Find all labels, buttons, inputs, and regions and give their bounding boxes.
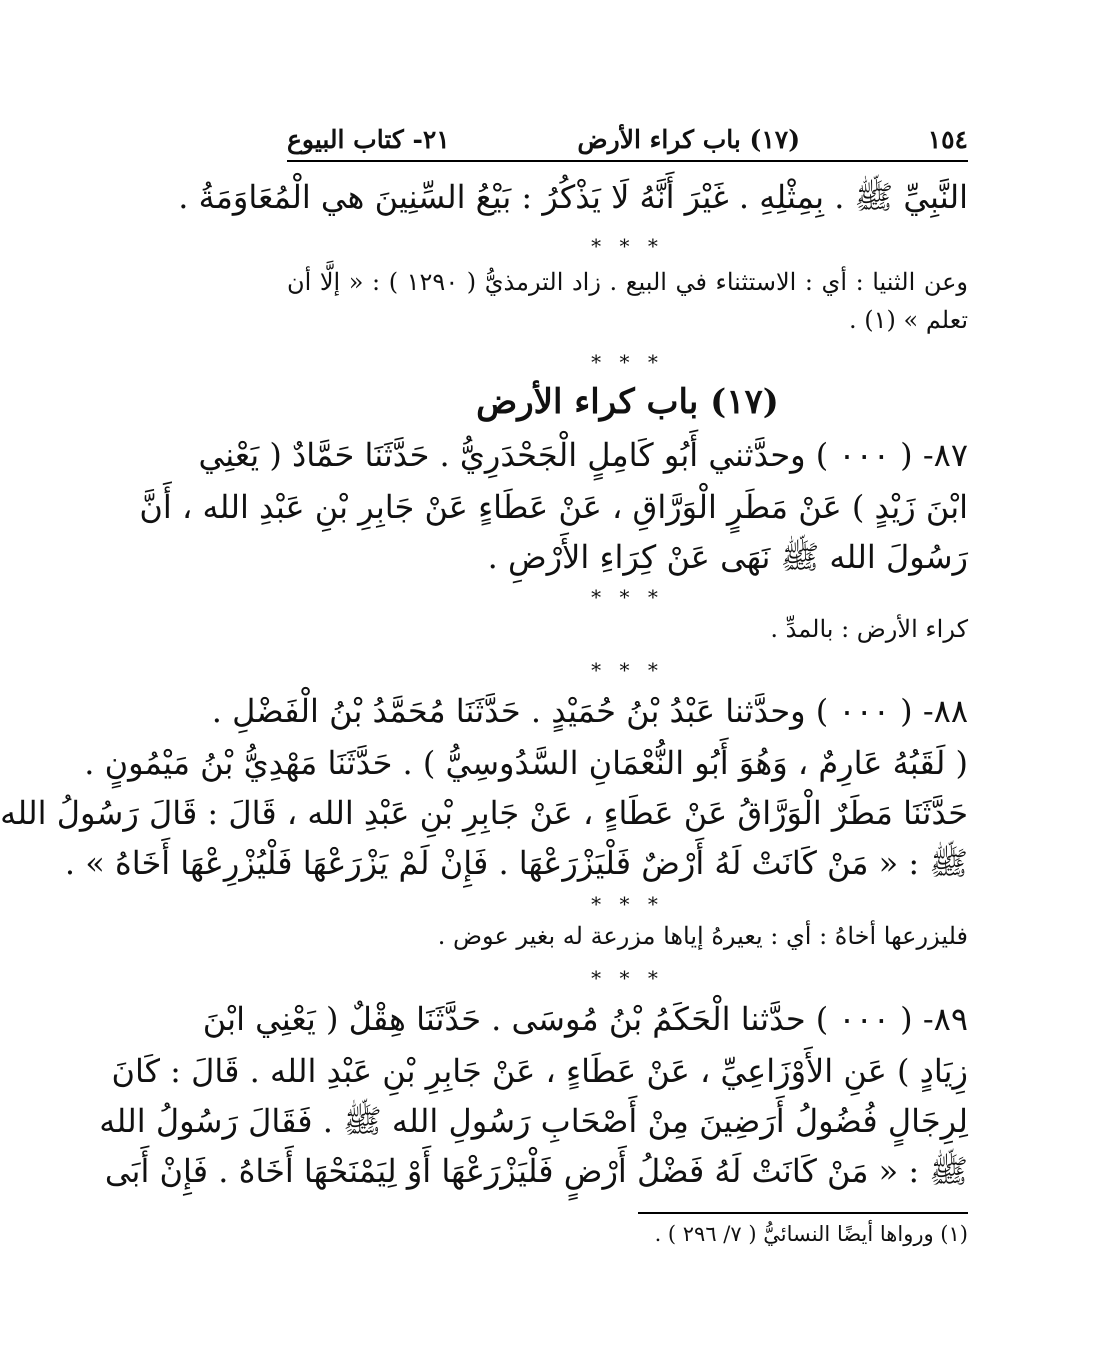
hadith-line: ٨٩- ( ٠٠٠ ) حدَّثنا الْحَكَمُ بْنُ مُوسَى . حَدَّثَنَا هِقْلٌ ( يَعْنِي ابْنَ <box>202 1000 968 1038</box>
hadith-line: ﷺ : « مَنْ كَانَتْ لَهُ فَضْلُ أَرْضٍ فَلْيَزْرَعْهَا أَوْ لِيَمْنَحْهَا أَخَاهُ . فَإِنْ أَبَى <box>104 1152 968 1190</box>
chapter-title: (١٧) باب كراء الأرض <box>476 382 779 422</box>
page-number: ١٥٤ <box>927 125 968 154</box>
footnote-divider <box>638 1212 968 1214</box>
section-separator: * * * <box>591 966 664 990</box>
section-separator: * * * <box>591 234 664 258</box>
hadith-line: ٨٧- ( ٠٠٠ ) وحدَّثني أَبُو كَامِلٍ الْجَحْدَرِيُّ . حَدَّثَنَا حَمَّادٌ ( يَعْنِي <box>198 436 968 474</box>
commentary-line: فليزرعها أخاهُ : أي : يعيرهُ إياها مزرعة له بغير عوض . <box>437 922 968 950</box>
hadith-line: زِيَادٍ ) عَنِ الأَوْزَاعِيِّ ، عَنْ عَطَاءٍ ، عَنْ جَابِرِ بْنِ عَبْدِ الله . قَالَ : كَانَ <box>111 1052 968 1090</box>
footnote: (١) ورواها أيضًا النسائيُّ ( ٧/ ٢٩٦ ) . <box>654 1222 968 1246</box>
section-separator: * * * <box>591 350 664 374</box>
commentary-line: تعلم » (١) . <box>849 306 968 334</box>
hadith-line: ( لَقَبُهُ عَارِمٌ ، وَهُوَ أَبُو النُّعْمَانِ السَّدُوسِيُّ ) . حَدَّثَنَا مَهْدِيُّ بْنُ مَيْمُونٍ . <box>84 744 968 782</box>
hadith-line: ٨٨- ( ٠٠٠ ) وحدَّثنا عَبْدُ بْنُ حُمَيْدٍ . حَدَّثَنَا مُحَمَّدُ بْنُ الْفَضْلِ . <box>211 692 968 730</box>
hadith-line: ابْنَ زَيْدٍ ) عَنْ مَطَرٍ الْوَرَّاقِ ، عَنْ عَطَاءٍ عَنْ جَابِرِ بْنِ عَبْدِ الله ، أَنَّ <box>139 488 968 526</box>
header-divider <box>287 160 968 162</box>
hadith-line: ﷺ : « مَنْ كَانَتْ لَهُ أَرْضٌ فَلْيَزْرَعْهَا . فَإِنْ لَمْ يَزْرَعْهَا فَلْيُزْرِعْهَا أَخَاهُ » . <box>64 844 968 882</box>
chapter-heading: (١٧) باب كراء الأرض <box>577 125 801 154</box>
running-header <box>287 118 968 154</box>
text-line: النَّبِيِّ ﷺ . بِمِثْلِهِ . غَيْرَ أَنَّهُ لَا يَذْكُرُ : بَيْعُ السِّنِينَ هي الْمُعَاوَمَةُ . <box>178 178 968 216</box>
book-title: ٢١- كتاب البيوع <box>287 125 450 154</box>
commentary-line: كراء الأرض : بالمدِّ . <box>770 615 968 643</box>
section-separator: * * * <box>591 658 664 682</box>
commentary-line: وعن الثنيا : أي : الاستثناء في البيع . زاد الترمذيُّ ( ١٢٩٠ ) : « إلَّا أن <box>287 268 969 296</box>
hadith-line: حَدَّثَنَا مَطَرٌ الْوَرَّاقُ عَنْ عَطَاءٍ ، عَنْ جَابِرِ بْنِ عَبْدِ الله ، قَالَ : قَالَ رَسُولُ الله <box>0 794 968 832</box>
section-separator: * * * <box>591 892 664 916</box>
hadith-line: لِرِجَالٍ فُضُولُ أَرَضِينَ مِنْ أَصْحَابِ رَسُولِ الله ﷺ . فَقَالَ رَسُولُ الله <box>99 1102 968 1140</box>
hadith-line: رَسُولَ الله ﷺ نَهَى عَنْ كِرَاءِ الأَرْضِ . <box>487 538 968 576</box>
section-separator: * * * <box>591 585 664 609</box>
